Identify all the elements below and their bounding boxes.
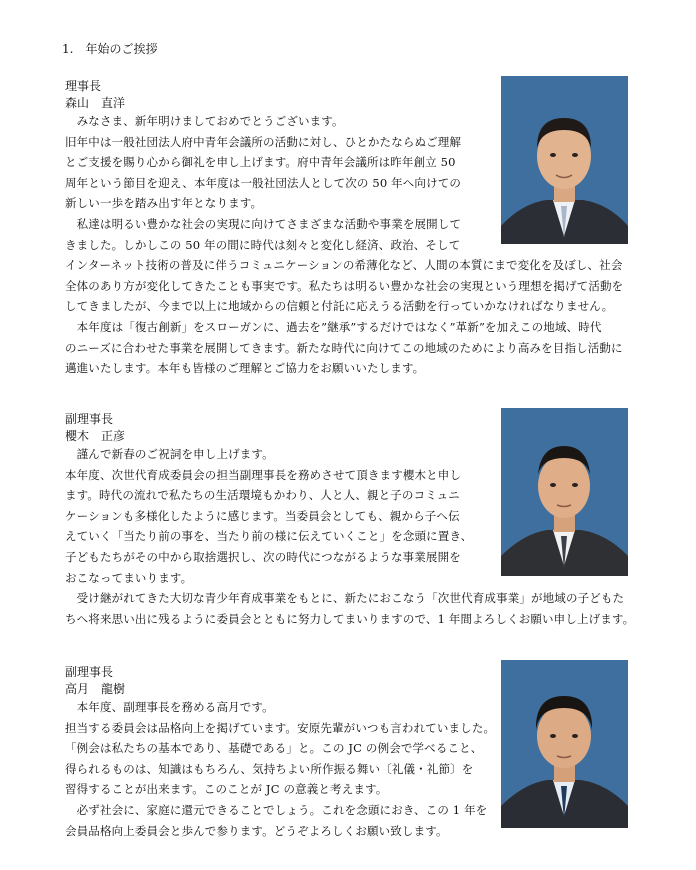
text-line: 周年という節目を迎え、本年度は一般社団法人として次の 50 年へ向けての (65, 175, 462, 190)
portrait-image (501, 76, 628, 244)
text-line: 得られるものは、知識はもちろん、気持ちよい所作振る舞い〔礼儀・礼節〕を (65, 761, 474, 776)
text-line: えていく「当たり前の事を、当たり前の様に伝えていくこと」を念頭に置き、 (65, 529, 473, 544)
text-line: 邁進いたします。本年も皆様のご理解とご協力をお願いいたします。 (65, 361, 425, 376)
text-line: ケーションも多様化したように感じます。当委員会としても、親から子へ伝 (65, 508, 460, 523)
role-title: 理事長 (65, 79, 102, 93)
portrait-image (501, 408, 628, 576)
text-line: とご支援を賜り心から御礼を申し上げます。府中青年会議所は昨年創立 50 (65, 155, 456, 170)
text-line: 担当する委員会は品格向上を掲げています。安原先輩がいつも言われていました。 (65, 720, 496, 735)
text-line: みなさま、新年明けましておめでとうございます。 (65, 114, 344, 128)
text-line: 本年度は「復古創新」をスローガンに、過去を”継承”するだけではなく”革新”を加えこの地域、時代 (65, 319, 602, 334)
text-line: 本年度、次世代育成委員会の担当副理事長を務めさせて頂きます櫻木と申し (65, 467, 462, 482)
text-line: 旧年中は一般社団法人府中青年会議所の活動に対し、ひとかたならぬご理解 (65, 134, 462, 149)
text-line: 必ず社会に、家庭に還元できることでしょう。これを念頭におき、この 1 年を (65, 802, 488, 817)
text-line: 子どもたちがその中から取捨選択し、次の時代につながるような事業展開を (65, 549, 461, 564)
person-name: 櫻木 正彦 (65, 429, 126, 443)
text-line: 「例会は私たちの基本であり、基礎である」と。この JC の例会で学べること、 (65, 741, 483, 756)
text-line: 謹んで新春のご祝詞を申し上げます。 (65, 447, 274, 461)
portrait-photo (501, 408, 628, 576)
text-line: ちへ将来思い出に残るように委員会とともに努力してまいりますので、1 年間よろしくお願い申し上げます。 (65, 611, 635, 626)
text-line: インターネット技術の普及に伴うコミュニケーションの希薄化など、人間の本質にまで変化を及ぼし、社会 (65, 258, 623, 273)
text-line: 会員品格向上委員会と歩んで参ります。どうぞよろしくお願い致します。 (65, 823, 448, 838)
role-title: 副理事長 (65, 412, 114, 426)
text-line: してきましたが、今まで以上に地域からの信頼と付託に応えうる活動を行っていかなければなりません。 (65, 299, 614, 314)
portrait-photo (501, 76, 628, 244)
role-title: 副理事長 (65, 665, 114, 679)
text-line: きました。しかしこの 50 年の間に時代は刻々と変化し経済、政治、そして (65, 237, 461, 252)
portrait-image (501, 660, 628, 828)
text-line: 全体のあり方が変化してきたことも事実です。私たちは明るい豊かな社会の実現という理想を掲げて活動を (65, 278, 624, 293)
section-heading: 1. 年始のご挨拶 (62, 42, 158, 56)
text-line: 習得することが出来ます。このことが JC の意義と考えます。 (65, 782, 388, 797)
text-line: 本年度、副理事長を務める高月です。 (65, 700, 274, 714)
text-line: おこなってまいります。 (65, 570, 193, 585)
person-name: 高月 龍樹 (65, 682, 126, 696)
portrait-photo (501, 660, 628, 828)
person-name: 森山 直洋 (65, 96, 126, 110)
text-line: 私達は明るい豊かな社会の実現に向けてさまざまな活動や事業を展開して (65, 216, 462, 231)
text-line: 新しい一歩を踏み出す年となります。 (65, 196, 263, 211)
text-line: ます。時代の流れで私たちの生活環境もかわり、人と人、親と子のコミュニ (65, 488, 460, 503)
text-line: のニーズに合わせた事業を展開してきます。新たな時代に向けてこの地域のためにより高みを目指し活動に (65, 340, 623, 355)
text-line: 受け継がれてきた大切な青少年育成事業をもとに、新たにおこなう「次世代育成事業」が地域の子どもた (65, 591, 625, 606)
